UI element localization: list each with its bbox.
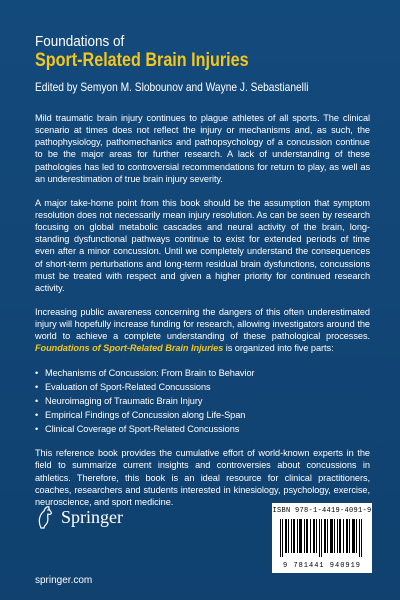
publisher-logo bbox=[35, 504, 123, 530]
springer-horse-icon bbox=[35, 504, 55, 530]
publisher-name: Springer bbox=[61, 506, 123, 527]
list-item: • Mechanisms of Concussion: From Brain to Behavior bbox=[35, 367, 370, 379]
editors-line: Edited by Semyon M. Slobounov and Wayne J. Sebastianelli bbox=[35, 80, 309, 94]
publisher-url: springer.com bbox=[35, 575, 93, 586]
blurb-paragraph-2: A major take-home point from this book should be the assumption that symptom resolution does not necessarily mean injury resolution. As can be seen by research focusing on global metabolic cascades and neural activity of the brain, long-standing dysfunctional pathways continue to exist for extended periods of time even after a minor concussion. Until we completely understand the consequences of short-term perturbations and long-term residual brain dysfunctions, concussions must be treated with respect and given a higher priority for continued research activity. bbox=[35, 197, 370, 293]
barcode-icon bbox=[280, 519, 364, 557]
list-item: • Neuroimaging of Traumatic Brain Injury bbox=[35, 395, 370, 407]
emphasized-book-title: Foundations of Sport-Related Brain Injuries bbox=[35, 343, 224, 354]
blurb-paragraph-4: This reference book provides the cumulative effort of world-known experts in the field to summarize current insights and controversies about concussions in athletics. Therefore, this book is an ideal resource for clinical practitioners, coaches, researchers and students interested in kinesiology, psychology, exercise, neuroscience, and sport medicine. bbox=[35, 448, 370, 507]
parts-list bbox=[35, 367, 370, 436]
list-item: • Empirical Findings of Concussion along Life-Span bbox=[35, 409, 370, 421]
barcode-number: 9 781441 940919 bbox=[282, 562, 361, 570]
blurb bbox=[35, 112, 370, 520]
paragraph-3-ending: is organized into five parts: bbox=[223, 343, 334, 354]
book-title: Sport-Related Brain Injuries bbox=[35, 50, 249, 71]
series-title: Foundations of bbox=[35, 33, 125, 50]
list-item: • Evaluation of Sport-Related Concussions bbox=[35, 381, 370, 393]
blurb-paragraph-3 bbox=[35, 306, 370, 355]
list-item: • Clinical Coverage of Sport-Related Concussions bbox=[35, 423, 370, 435]
isbn-label: ISBN 978-1-4419-4091-9 bbox=[272, 507, 372, 515]
blurb-paragraph-1: Mild traumatic brain injury continues to plague athletes of all sports. The clinical scenario at times does not reflect the injury or mechanisms and, as such, the pathophysiology, pathomechanics and pathopsychology of a concussion continue to be the major areas for further research. A lack of understanding of these pathologies has led to controversial recommendations for return to play, as well as an underestimation of true brain injury severity. bbox=[35, 113, 370, 184]
isbn-barcode bbox=[272, 503, 372, 573]
paragraph-3-text: Increasing public awareness concerning the dangers of this often underestimated injury will hopefully increase funding for research, allowing investigators around the world to achieve a complete understanding of these pathological processes. bbox=[35, 306, 370, 342]
